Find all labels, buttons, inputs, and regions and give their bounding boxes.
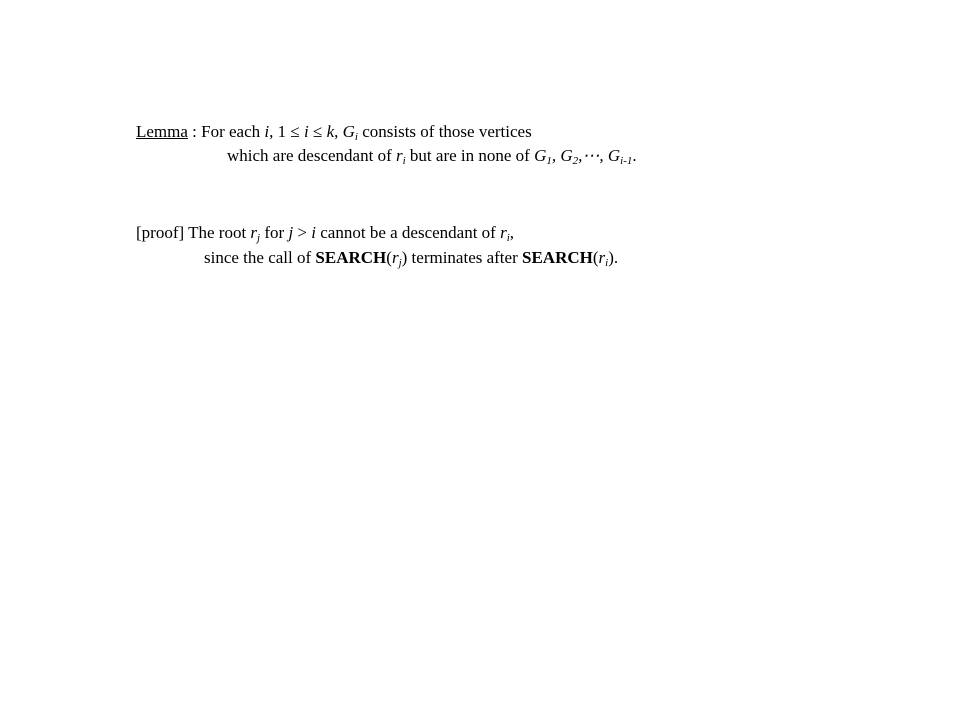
var-j: j [288,223,294,242]
var-i: i [303,122,309,141]
lemma-text: consists of those vertices [357,122,532,141]
lemma-text: , [551,146,561,165]
var-r: r [500,223,507,242]
search-call: SEARCH [315,248,387,267]
var-Gi-1: G [607,146,621,165]
proof-text: ). [608,248,619,267]
proof-text: for [260,223,289,242]
proof-text: ( [386,248,392,267]
leq-symbol: ≤ [290,122,300,141]
var-G1: G [534,146,547,165]
var-G2: G [560,146,573,165]
proof-text: The root [184,223,251,242]
lemma-text: but are in none of [405,146,535,165]
var-G: G [342,122,355,141]
lemma-line-2 [227,146,637,166]
proof-text: , [509,223,515,242]
proof-line-1 [136,223,514,243]
leq-symbol: ≤ [312,122,323,141]
lemma-text: : For each [187,122,265,141]
subscript-i-1: i-1 [620,155,633,167]
var-r: r [391,248,399,267]
proof-text: cannot be a descendant of [316,223,501,242]
lemma-text: , [334,122,343,141]
subscript-i: i [506,232,510,244]
lemma-label: Lemma [136,122,188,141]
lemma-text: which are descendant of [227,146,396,165]
var-i: i [264,122,270,141]
var-r: r [598,248,606,267]
subscript-i: i [402,155,406,167]
ellipsis: ,⋯, [578,146,608,165]
subscript-i: i [605,257,609,269]
subscript-j: j [257,232,261,244]
proof-line-2 [204,248,618,268]
search-call: SEARCH [522,248,593,267]
var-r: r [395,146,403,165]
subscript-j: j [398,257,402,269]
proof-text: terminates after [407,248,522,267]
subscript-2: 2 [572,155,579,167]
proof-text: > [293,223,312,242]
lemma-line-1 [136,122,532,142]
lemma-text: . [632,146,637,165]
var-k: k [326,122,335,141]
proof-label: [proof] [136,223,185,242]
subscript-1: 1 [546,155,552,167]
lemma-text: , 1 [269,122,291,141]
var-i: i [311,223,316,242]
proof-text: ) [401,248,408,267]
subscript-i: i [354,131,358,143]
var-r: r [250,223,258,242]
proof-text: since the call of [204,248,316,267]
proof-text: ( [592,248,599,267]
